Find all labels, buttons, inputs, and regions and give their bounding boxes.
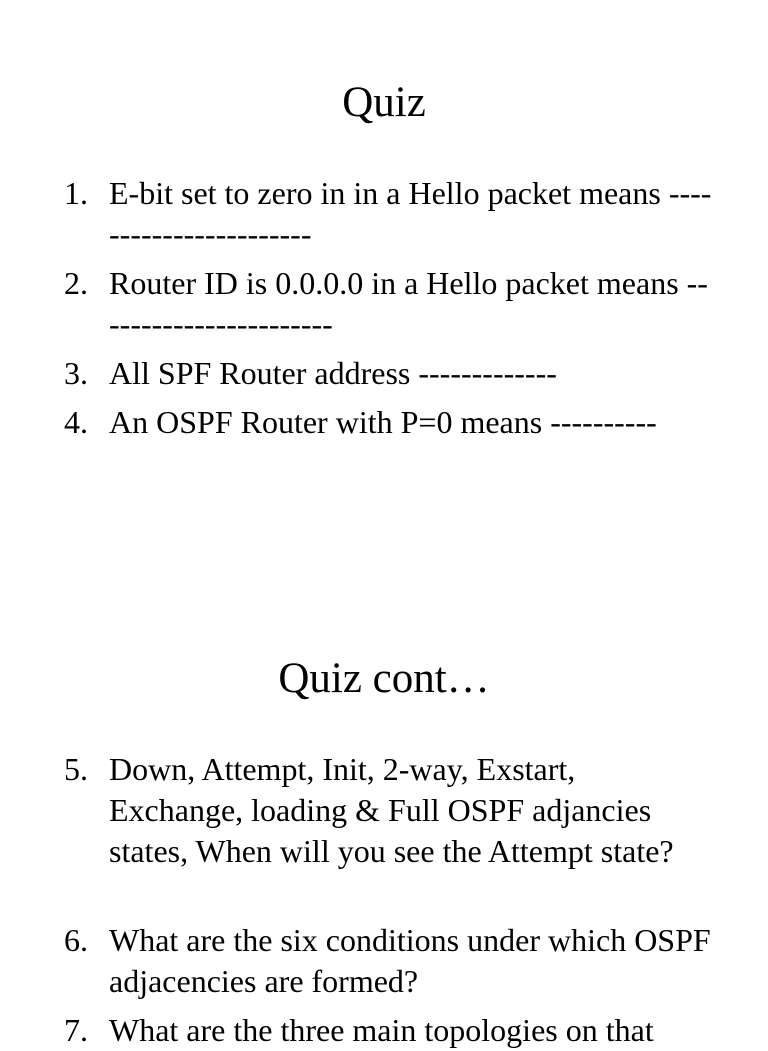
question-item-2 [64, 263, 714, 345]
question-text: All SPF Router address ------------- [109, 355, 557, 391]
question-text: Router ID is 0.0.0.0 in a Hello packet means ----------------------- [109, 265, 708, 342]
quiz-cont-title: Quiz cont… [278, 655, 490, 702]
question-number: 6. [64, 922, 88, 958]
question-text: Down, Attempt, Init, 2-way, Exstart, Exchange, loading & Full OSPF adjancies states, When will you see the Attempt state? [109, 751, 674, 869]
question-text: An OSPF Router with P=0 means ---------- [109, 404, 657, 440]
question-number: 5. [64, 751, 88, 787]
question-item-3 [64, 353, 714, 394]
question-item-7 [64, 1010, 714, 1051]
question-item-6 [64, 920, 714, 1002]
question-text: What are the six conditions under which OSPF adjacencies are formed? [109, 922, 711, 999]
question-number: 2. [64, 265, 88, 301]
question-item-5 [64, 749, 714, 872]
question-number: 3. [64, 355, 88, 391]
quiz-title: Quiz [342, 79, 426, 126]
question-number: 4. [64, 404, 88, 440]
question-text: What are the three main topologies on that [109, 1012, 654, 1048]
question-text: E-bit set to zero in in a Hello packet means ----------------------- [109, 175, 712, 252]
question-number: 7. [64, 1012, 88, 1048]
question-item-4 [64, 402, 714, 443]
question-number: 1. [64, 175, 88, 211]
question-item-1 [64, 173, 714, 255]
